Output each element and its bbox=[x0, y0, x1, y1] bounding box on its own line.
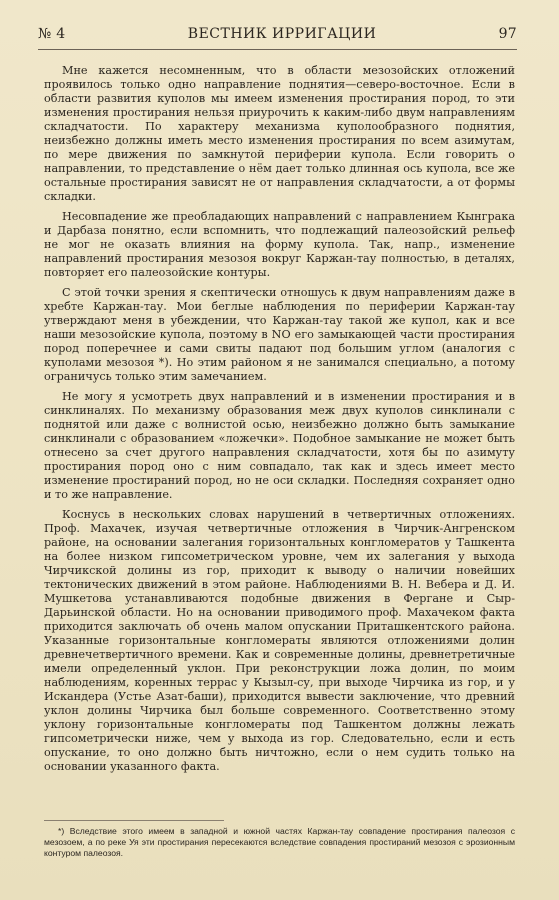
header-rule bbox=[38, 49, 517, 50]
paragraph: С этой точки зрения я скептически отношусь к двум направлениям даже в хребте Каржан-тау. Мои беглые наблюдения по периферии Каржан-тау утверждают меня в убеждении, что Каржан-тау такой же купол, как и все наши мезозойские купола, поэтому в NO его замыкающей части простирания пород поперечнее и сами свиты падают под большим углом (аналогия с куполами мезозоя *). Но этим районом я не занимался специально, а потому ограничусь только этим замечанием. bbox=[44, 286, 515, 383]
issue-number: № 4 bbox=[38, 26, 66, 42]
paragraph: Не могу я усмотреть двух направлений и в изменении простирания и в синклиналях. По механизму образования меж двух куполов синклинали с поднятой или даже с волнистой осью, неизбежно должно быть замыкание синклинали с образованием «ложечки». Подобное замыкание не может быть отнесено за счет другого направления складчатости, хотя бы по азимуту простирания пород оно с ним совпадало, так как и здесь имеет место изменение простираний пород, но не оси складки. Последняя сохраняет одно и то же направление. bbox=[44, 390, 515, 501]
page-number: 97 bbox=[498, 26, 517, 42]
paragraph: Коснусь в нескольких словах нарушений в четвертичных отложениях. Проф. Махачек, изучая четвертичные отложения в Чирчик-Ангренском районе, на основании залегания горизонтальных конгломератов у Ташкента на более низком гипсометрическом уровне, чем их залегания у выхода Чирчикской долины из гор, приходит к выводу о наличии новейших тектонических движений в этом районе. Наблюдениями В. Н. Вебера и Д. И. Мушкетова устанавливаются подобные движения в Фергане и Сыр-Дарьинской области. Но на основании приводимого проф. Махачеком факта приходится заключать об очень малом опускании Приташкентского района. Указанные горизонтальные конгломераты являются отложениями долин древнечетвертичного времени. Как и современные долины, древнетретичные имели определенный уклон. При реконструкции ложа долин, по моим наблюдениям, коренных террас у Кызыл-су, при выходе Чирчика из гор, и у Искандера (Устье Азат-баши), приходится вывести заключение, что древний уклон долины Чирчика был больше современного. Соответственно этому уклону горизонтальные конгломераты под Ташкентом должны лежать гипсометрически ниже, чем у выхода из гор. Следовательно, если и есть опускание, то оно должно быть ничтожно, если о нем судить только на основании указанного факта. bbox=[44, 508, 515, 773]
footnote bbox=[44, 826, 515, 859]
footnote-rule bbox=[44, 820, 224, 821]
article-body bbox=[44, 64, 515, 780]
paragraph: Несовпадение же преобладающих направлений с направлением Кынграка и Дарбаза понятно, если вспомнить, что подлежащий палеозойский рельеф не мог не оказать влияния на форму купола. Так, напр., изменение направлений простирания мезозоя вокруг Каржан-тау полностью, в деталях, повторяет его палеозойские контуры. bbox=[44, 210, 515, 279]
paragraph: Мне кажется несомненным, что в области мезозойских отложений проявилось только одно направление поднятия—северо-восточное. Если в области развития куполов мы имеем изменения простирания пород, то эти изменения простирания нельзя приурочить к каким-либо двум направлениям складчатости. По характеру механизма куполообразного поднятия, неизбежно должны иметь место изменения простирания по всем азимутам, по мере движения по замкнутой периферии купола. Если говорить о направлении, то представление о нём дает только длинная ось купола, все же остальные простирания зависят не от направления складчатости, а от формы складки. bbox=[44, 64, 515, 203]
footnote-text: *) Вследствие этого имеем в западной и южной частях Каржан-тау совпадение простирания палеозоя с мезозоем, а по реке Уя эти простирания пересекаются вследствие совпадения простираний мезозоя с эрозионным контуром палеозоя. bbox=[44, 826, 515, 858]
journal-title: ВЕСТНИК ИРРИГАЦИИ bbox=[187, 26, 377, 42]
running-header bbox=[38, 26, 517, 48]
